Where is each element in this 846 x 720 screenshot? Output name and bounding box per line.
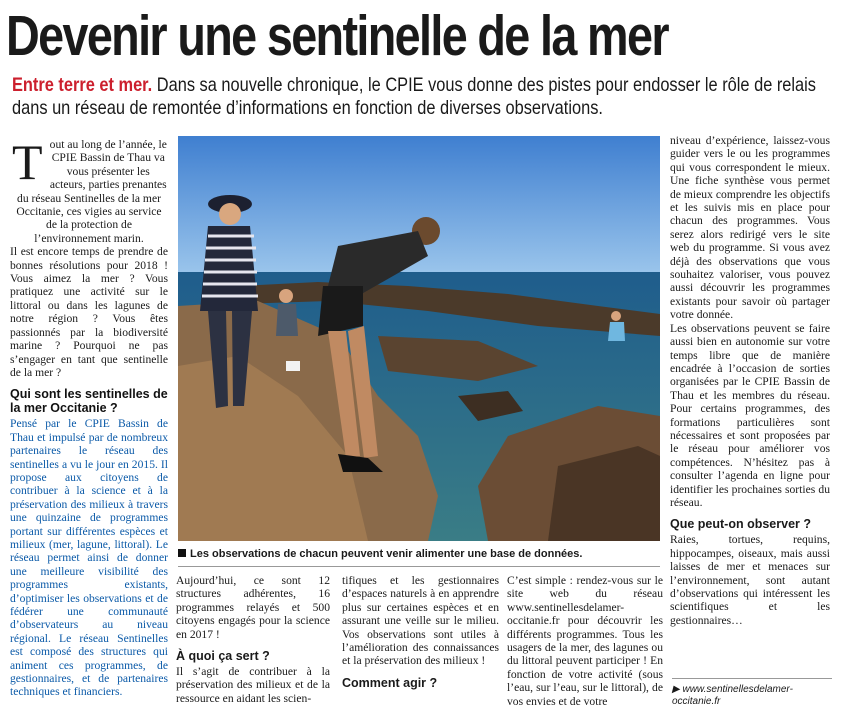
lead-paragraph xyxy=(12,74,846,120)
paragraph: Les observations peuvent se faire aussi bien en autonomie sur votre temps libre que de manière encadrée à l’occasion de sorties organisées par le CPIE Bassin de Thau et les membres du réseau. Pour certains programmes, des formations particulières sont nécessaires et sont proposées par le réseau pour améliorer vos compétences. N’hésitez pas à consulter l’agenda en ligne pour identifier les prochaines sorties du réseau. xyxy=(670,321,830,509)
caption-bullet-icon xyxy=(178,549,186,557)
paragraph: tifiques et les gestionnaires d’espaces naturels à en apprendre plus sur certaines espèces et en assurant une veille sur le milieu. Vos observations sont utiles à l’amélioration des connaissances et la préservation des milieux ! xyxy=(342,574,499,668)
headline: Devenir une sentinelle de la mer xyxy=(6,4,668,68)
column-3 xyxy=(342,574,499,692)
website-link[interactable] xyxy=(672,684,832,708)
column-1 xyxy=(10,134,168,699)
beach-photo xyxy=(178,136,660,541)
section-heading: Comment agir ? xyxy=(342,675,438,690)
kicker: Entre terre et mer. xyxy=(12,74,153,96)
paragraph: niveau d’expérience, laissez-vous guider vers le ou les programmes qui vous correspondent le mieux. Une fiche synthèse vous permet de mieux comprendre les objectifs et les suivis mis en place pour chacun des programmes. Vous serez alors redirigé vers le site web du programme. Si vous avez déjà des observations que vous souhaitez valoriser, vous pouvez aussi découvrir les programmes existants pour savoir où partager votre donnée. xyxy=(670,134,830,322)
paragraph: C’est simple : rendez-vous sur le site web du réseau www.sentinellesdelamer-occitanie.fr pour découvrir les différents programmes. Tous les usagers de la mer, des lagunes ou du littoral peuvent participer ! En fonction de votre activité (sous l’eau, sur l’eau, sur le littoral), de vos envies et de votre xyxy=(507,574,663,708)
highlight-block xyxy=(10,387,168,699)
drop-cap: T xyxy=(12,134,43,190)
lead-text: Dans sa nouvelle chronique, le CPIE vous donne des pistes pour endosser le rôle de relais dans un réseau de remontée d’informations en fonction de diverses observations. xyxy=(12,74,817,119)
paragraph: Il s’agit de contribuer à la préservation des milieux et de la ressource en aidant les scien- xyxy=(176,665,330,705)
divider xyxy=(178,566,660,567)
intro-paragraph: out au long de l’année, le CPIE Bassin de Thau va vous présenter les acteurs, parties prenantes du réseau Sentinelles de la mer Occitanie, ces vigies au service de la protection de l’environnement marin. xyxy=(16,138,167,245)
paragraph: Aujourd’hui, ce sont 12 structures adhérentes, 16 programmes relayés et 500 citoyens engagés pour la science en 2017 ! xyxy=(176,574,330,641)
section-heading: Que peut-on observer ? xyxy=(670,517,811,532)
column-5 xyxy=(670,134,830,627)
link-arrow-icon: ▶ xyxy=(672,684,680,695)
photo-caption xyxy=(178,548,660,561)
paragraph: Pensé par le CPIE Bassin de Thau et impulsé par de nombreux partenaires le réseau des sentinelles a vu le jour en 2015. Il propose aux citoyens de contribuer à la science et à la préservation des milieux à travers une quinzaine de programmes portant sur différentes espèces et milieux (mer, lagune, littoral). Le réseau permet ainsi de donner une meilleure visibilité des programmes existants, d’optimiser les observations et de fédérer une communauté d’observateurs au niveau régional. Le réseau Sentinelles est composé des structures qui animent ces programmes, de gestionnaires, et de partenaires techniques et financiers. xyxy=(10,417,168,699)
column-4 xyxy=(507,574,663,708)
paragraph: Raies, tortues, requins, hippocampes, oiseaux, mais aussi laisses de mer et menaces sur l’environnement, sont autant d’observations qui intéressent les scientifiques et les gestionnaires… xyxy=(670,533,830,627)
paragraph: Il est encore temps de prendre de bonnes résolutions pour 2018 ! Vous aimez la mer ? Vous pratiquez une activité sur le littoral ou dans les lagunes de notre région ? Vous êtes passionnés par la biodiversité marine ? Pourquoi ne pas s’engager en tant que sentinelle de la mer ? xyxy=(10,245,168,379)
column-2 xyxy=(176,574,330,705)
section-heading: À quoi ça sert ? xyxy=(176,649,270,664)
divider xyxy=(672,678,832,679)
caption-text: Les observations de chacun peuvent venir alimenter une base de données. xyxy=(190,548,583,560)
rock-pool-illustration xyxy=(178,136,660,541)
website-link-text: www.sentinellesdelamer-occitanie.fr xyxy=(672,684,793,707)
section-heading: Qui sont les sentinelles de la mer Occitanie ? xyxy=(10,387,168,416)
